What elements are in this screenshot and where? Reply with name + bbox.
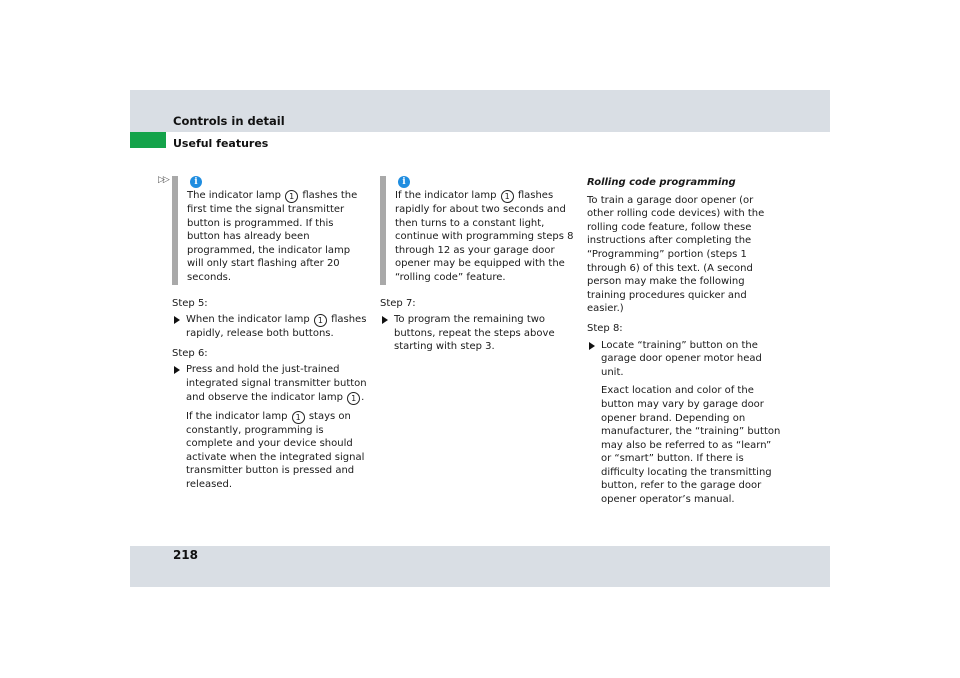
note-text: The indicator lamp 1 flashes the first time the signal transmitter button is programmed. If this button has already been programmed, the indicator lamp will only start flashing after 20 seconds. [187,190,358,283]
lamp-number-icon: 1 [292,411,305,424]
step-8-instruction: Locate “training” button on the garage door opener motor head unit. [587,339,782,380]
step-8-label: Step 8: [587,322,623,334]
column-3 [587,176,782,507]
note-bar [380,176,386,285]
bullet-arrow-icon [174,366,180,374]
section-marker-tab [130,132,166,148]
bullet-arrow-icon [382,316,388,324]
continued-marker-icon: ▷▷ [158,175,168,185]
info-icon: i [190,176,202,188]
step-5-instruction: When the indicator lamp 1 flashes rapidly, release both buttons. [172,313,367,341]
step-5-label: Step 5: [172,297,208,309]
rolling-code-heading: Rolling code programming [587,177,736,188]
step-6-detail: If the indicator lamp 1 stays on constantly, programming is complete and your device should activate when the integrated signal transmitter button is pressed and released. [186,410,365,490]
step-8-detail: Exact location and color of the button may vary by garage door opener brand. Depending on manufacturer, the “training” button may also be referred to as “learn” or “smart” button. If there is difficulty locating the transmitting button, refer to the garage door opener operator’s manual. [601,385,781,506]
lamp-number-icon: 1 [314,314,327,327]
step-6-instruction: Press and hold the just-trained integrated signal transmitter button and observe the indicator lamp 1 . [172,363,367,404]
chapter-title: Controls in detail [173,114,285,128]
lamp-number-icon: 1 [285,190,298,203]
info-note [172,176,367,285]
step-6-label: Step 6: [172,347,208,359]
footer-band [130,546,830,587]
step-7-label: Step 7: [380,297,416,309]
column-2 [380,176,575,354]
section-title: Useful features [173,137,269,150]
lamp-number-icon: 1 [501,190,514,203]
page-number: 218 [172,548,198,562]
info-icon: i [398,176,410,188]
note-text: If the indicator lamp 1 flashes rapidly for about two seconds and then turns to a constant light, continue with programming steps 8 through 12 as your garage door opener may be equipped with the “rolling code” feature. [395,190,574,283]
info-note [380,176,575,285]
step-7-instruction: To program the remaining two buttons, repeat the steps above starting with step 3. [380,313,575,354]
bullet-arrow-icon [589,342,595,350]
note-bar [172,176,178,285]
rolling-code-intro: To train a garage door opener (or other rolling code devices) with the rolling code feature, follow these instructions after completing the “Programming” portion (steps 1 through 6) of this text. (A second person may make the following training procedures quicker and easier.) [587,194,765,315]
bullet-arrow-icon [174,316,180,324]
lamp-number-icon: 1 [347,392,360,405]
column-1 [172,176,367,492]
